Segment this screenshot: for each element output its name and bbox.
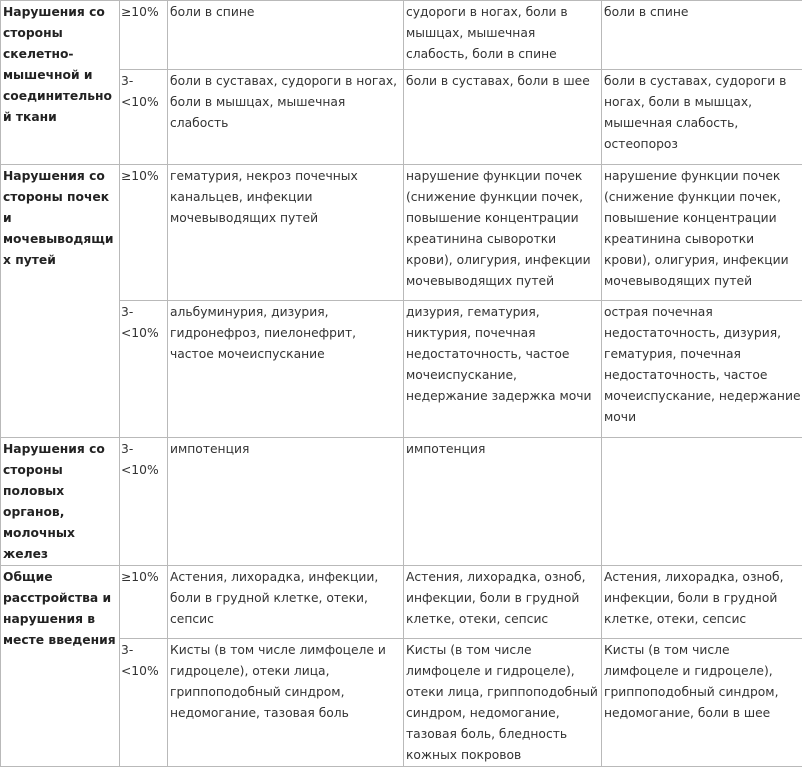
reaction-cell: импотенция xyxy=(168,438,404,566)
reaction-cell: боли в спине xyxy=(168,1,404,70)
frequency-cell: 3-<10% xyxy=(120,639,168,767)
table-row xyxy=(1,1,802,70)
reaction-cell: дизурия, гематурия, никтурия, почечная недостаточность, частое мочеиспускание, недержание задержка мочи xyxy=(404,301,602,438)
reaction-cell: Кисты (в том числе лимфоцеле и гидроцеле), отеки лица, гриппоподобный синдром, недомогание, тазовая боль xyxy=(168,639,404,767)
reaction-cell: Астения, лихорадка, озноб, инфекции, боли в грудной клетке, отеки, сепсис xyxy=(602,566,802,639)
reaction-cell xyxy=(602,438,802,566)
reaction-cell: нарушение функции почек (снижение функции почек, повышение концентрации креатинина сыворотки крови), олигурия, инфекции мочевыводящих путей xyxy=(404,165,602,301)
table-row xyxy=(1,566,802,639)
category-cell: Нарушения со стороны почек и мочевыводящих путей xyxy=(1,165,120,438)
frequency-cell: 3-<10% xyxy=(120,70,168,165)
reaction-cell: Кисты (в том числе лимфоцеле и гидроцеле), гриппоподобный синдром, недомогание, боли в шее xyxy=(602,639,802,767)
reaction-cell: боли в суставах, судороги в ногах, боли в мышцах, мышечная слабость xyxy=(168,70,404,165)
frequency-cell: ≥10% xyxy=(120,165,168,301)
table-row xyxy=(1,639,802,767)
table-row xyxy=(1,165,802,301)
table-row xyxy=(1,438,802,566)
category-cell: Нарушения со стороны скелетно-мышечной и соединительной ткани xyxy=(1,1,120,165)
reaction-cell: боли в суставах, боли в шее xyxy=(404,70,602,165)
reaction-cell: импотенция xyxy=(404,438,602,566)
category-cell: Общие расстройства и нарушения в месте введения xyxy=(1,566,120,767)
reaction-cell: нарушение функции почек (снижение функции почек, повышение концентрации креатинина сыворотки крови), олигурия, инфекции мочевыводящих путей xyxy=(602,165,802,301)
table-row xyxy=(1,70,802,165)
table-row xyxy=(1,301,802,438)
reaction-cell: Астения, лихорадка, инфекции, боли в грудной клетке, отеки, сепсис xyxy=(168,566,404,639)
reaction-cell: альбуминурия, дизурия, гидронефроз, пиелонефрит, частое мочеиспускание xyxy=(168,301,404,438)
reaction-cell: гематурия, некроз почечных канальцев, инфекции мочевыводящих путей xyxy=(168,165,404,301)
reaction-cell: Астения, лихорадка, озноб, инфекции, боли в грудной клетке, отеки, сепсис xyxy=(404,566,602,639)
reaction-cell: острая почечная недостаточность, дизурия, гематурия, почечная недостаточность, частое мочеиспускание, недержание мочи xyxy=(602,301,802,438)
reaction-cell: судороги в ногах, боли в мышцах, мышечная слабость, боли в спине xyxy=(404,1,602,70)
reaction-cell: Кисты (в том числе лимфоцеле и гидроцеле), отеки лица, гриппоподобный синдром, недомогание, тазовая боль, бледность кожных покровов xyxy=(404,639,602,767)
reaction-cell: боли в суставах, судороги в ногах, боли в мышцах, мышечная слабость, остеопороз xyxy=(602,70,802,165)
frequency-cell: ≥10% xyxy=(120,566,168,639)
frequency-cell: 3-<10% xyxy=(120,301,168,438)
frequency-cell: 3-<10% xyxy=(120,438,168,566)
frequency-cell: ≥10% xyxy=(120,1,168,70)
reaction-cell: боли в спине xyxy=(602,1,802,70)
category-cell: Нарушения со стороны половых органов, молочных желез xyxy=(1,438,120,566)
